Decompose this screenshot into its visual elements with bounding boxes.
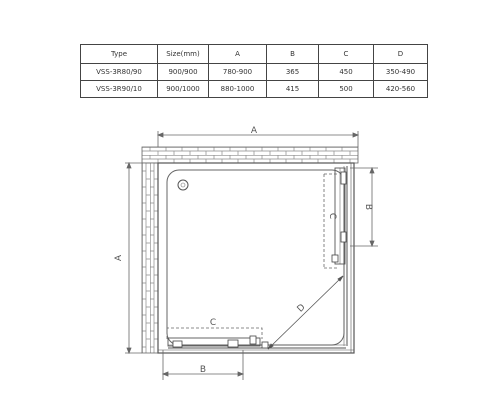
label-a-left: A — [114, 254, 124, 262]
header-b: B — [267, 45, 319, 64]
label-d: D — [295, 302, 308, 315]
header-size: Size(mm) — [158, 45, 209, 64]
cell-c: 500 — [319, 81, 374, 98]
label-b-bottom: B — [199, 365, 207, 375]
drain-icon — [178, 180, 188, 190]
header-type: Type — [81, 45, 158, 64]
dimension-a-left — [125, 163, 142, 353]
cell-type: VSS-3R90/10 — [81, 81, 158, 98]
cell-a: 780-900 — [209, 64, 267, 81]
dimension-d — [268, 276, 343, 349]
cell-d: 350-490 — [374, 64, 428, 81]
shower-tray — [167, 170, 344, 345]
label-c-right: C — [327, 212, 337, 220]
dimension-c-bottom — [167, 328, 262, 339]
cell-size: 900/900 — [158, 64, 209, 81]
label-b-right: B — [363, 203, 373, 211]
dimension-a-top — [158, 131, 358, 147]
cell-c: 450 — [319, 64, 374, 81]
header-c: C — [319, 45, 374, 64]
enclosure-frame — [158, 163, 354, 353]
cell-b: 365 — [267, 64, 319, 81]
cell-type: VSS-3R80/90 — [81, 64, 158, 81]
label-a-top: A — [250, 126, 258, 136]
brick-wall-top — [142, 147, 358, 163]
cell-size: 900/1000 — [158, 81, 209, 98]
bottom-glass-panel — [168, 338, 346, 348]
brick-wall-left — [142, 163, 158, 353]
label-c-bottom: C — [209, 318, 217, 328]
cell-d: 420-560 — [374, 81, 428, 98]
header-a: A — [209, 45, 267, 64]
cell-b: 415 — [267, 81, 319, 98]
cell-a: 880-1000 — [209, 81, 267, 98]
header-d: D — [374, 45, 428, 64]
